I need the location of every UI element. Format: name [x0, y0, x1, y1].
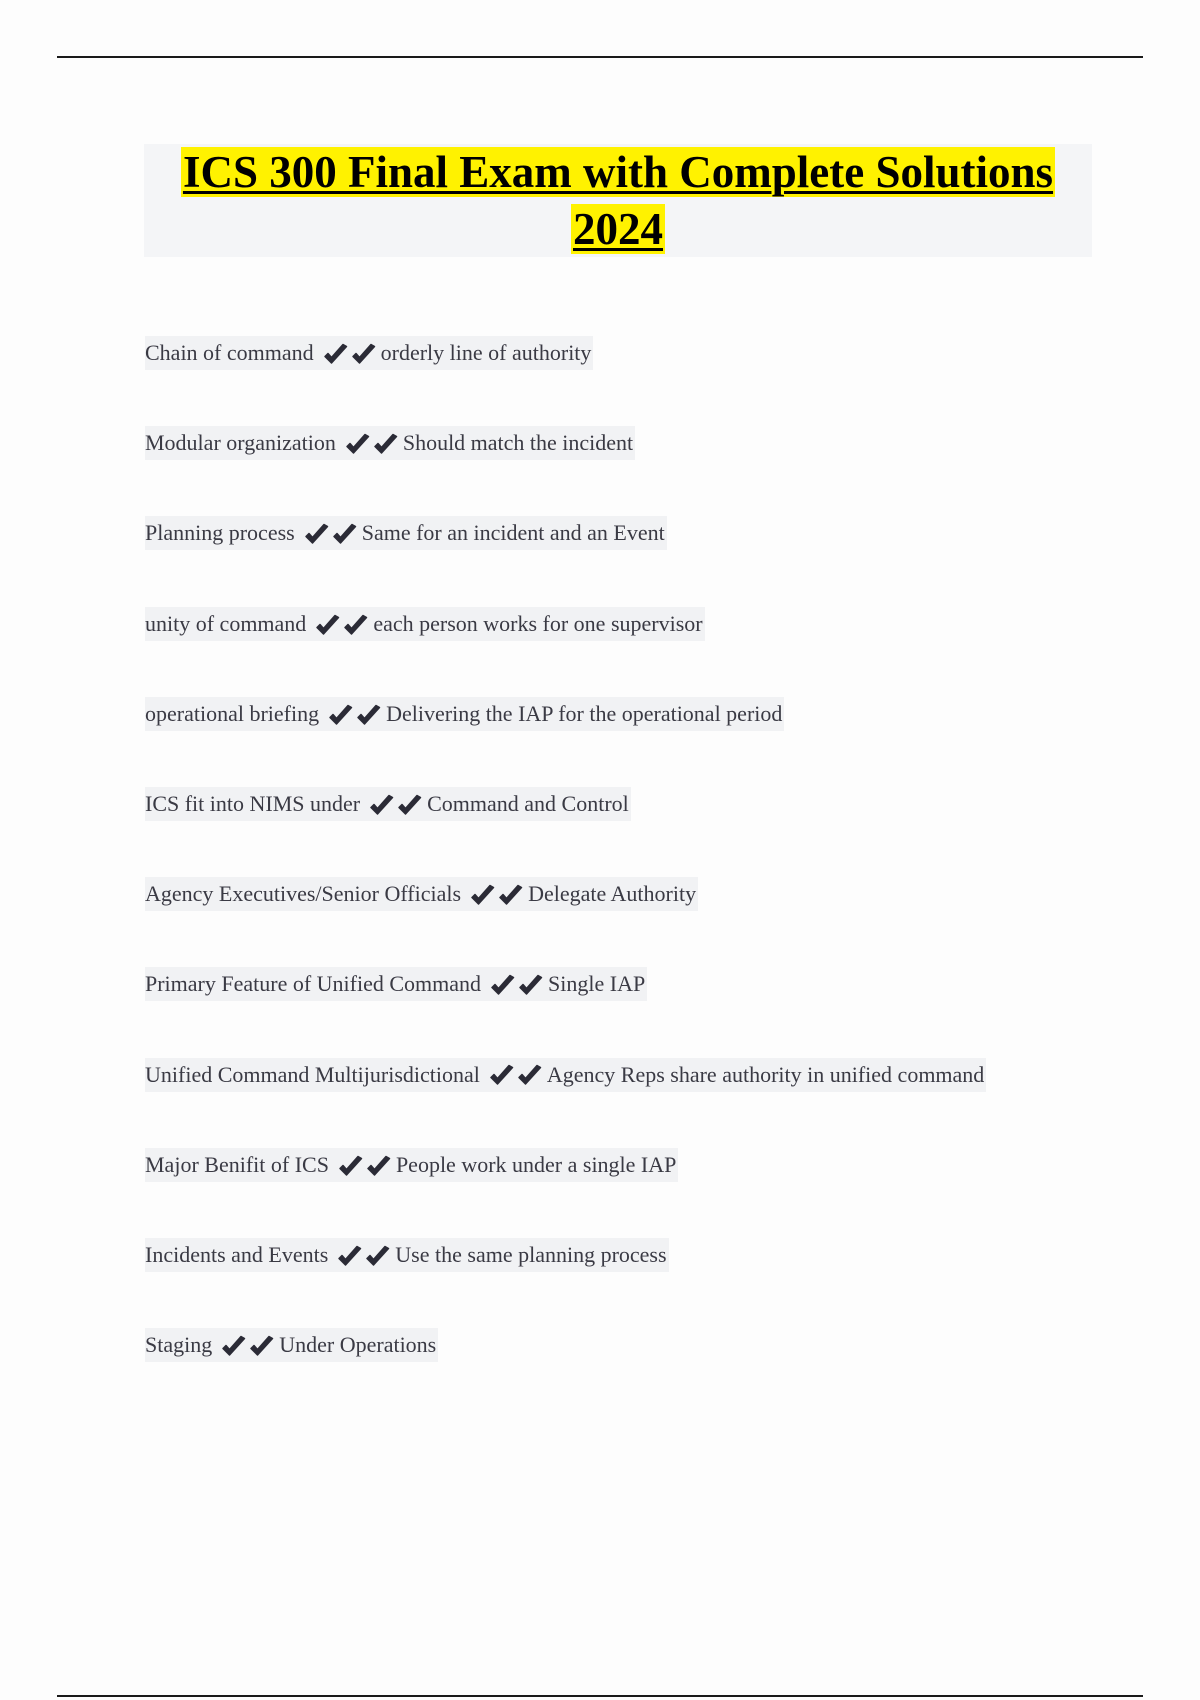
check-icon — [327, 703, 355, 729]
double-check-icon — [314, 613, 370, 639]
qa-answer: Same for an incident and an Event — [361, 520, 665, 546]
qa-answer: Use the same planning process — [395, 1241, 667, 1267]
qa-item — [145, 1238, 986, 1328]
qa-item — [145, 336, 986, 426]
check-icon — [336, 1244, 364, 1270]
check-icon — [489, 973, 517, 999]
qa-item — [145, 426, 986, 516]
title-line-1-wrap — [144, 144, 1092, 201]
qa-row — [145, 1058, 986, 1092]
qa-term: Planning process — [145, 520, 295, 546]
check-icon — [248, 1334, 276, 1360]
double-check-icon — [368, 793, 424, 819]
check-icon — [469, 883, 497, 909]
qa-term: Chain of command — [145, 340, 314, 365]
qa-term: Primary Feature of Unified Command — [145, 971, 482, 997]
check-icon — [355, 703, 383, 729]
check-icon — [303, 522, 331, 548]
qa-item — [145, 697, 986, 787]
qa-row — [145, 1148, 678, 1182]
qa-row — [145, 426, 635, 460]
qa-answer: Under Operations — [279, 1332, 437, 1358]
qa-answer: Should match the incident — [402, 430, 634, 456]
qa-item — [145, 877, 986, 967]
qa-item — [145, 1148, 986, 1238]
qa-row — [145, 697, 784, 731]
qa-answer: orderly line of authority — [380, 340, 592, 365]
qa-item — [145, 787, 986, 877]
check-icon — [364, 1244, 392, 1270]
qa-term: Modular organization — [145, 430, 336, 456]
qa-term: Agency Executives/Senior Officials — [145, 881, 462, 907]
qa-row — [145, 1238, 669, 1272]
bottom-rule — [57, 1695, 1143, 1697]
qa-answer: Command and Control — [427, 790, 629, 816]
check-icon — [516, 1063, 544, 1089]
double-check-icon — [337, 1154, 393, 1180]
qa-term: Major Benifit of ICS — [145, 1151, 329, 1177]
check-icon — [331, 522, 359, 548]
qa-answer: Delivering the IAP for the operational period — [386, 700, 783, 726]
check-icon — [517, 973, 545, 999]
check-icon — [350, 342, 378, 368]
qa-row — [145, 336, 593, 370]
qa-row — [145, 1328, 438, 1362]
qa-row — [145, 607, 705, 641]
qa-item — [145, 516, 986, 606]
double-check-icon — [336, 1244, 392, 1270]
double-check-icon — [489, 973, 545, 999]
check-icon — [337, 1154, 365, 1180]
qa-row — [145, 787, 631, 821]
qa-term: Staging — [145, 1332, 213, 1358]
qa-answer: Single IAP — [548, 971, 646, 997]
check-icon — [314, 613, 342, 639]
check-icon — [372, 432, 400, 458]
qa-answer: each person works for one supervisor — [373, 610, 703, 636]
double-check-icon — [327, 703, 383, 729]
qa-item — [145, 607, 986, 697]
qa-item — [145, 1058, 986, 1148]
qa-answer: Agency Reps share authority in unified command — [546, 1061, 985, 1087]
qa-row — [145, 877, 698, 911]
check-icon — [342, 613, 370, 639]
qa-term: operational briefing — [145, 700, 320, 726]
title-line-2-wrap — [144, 201, 1092, 258]
title-line-2: 2024 — [573, 204, 663, 254]
qa-term: ICS fit into NIMS under — [145, 790, 361, 816]
qa-answer: People work under a single IAP — [395, 1151, 677, 1177]
check-icon — [368, 793, 396, 819]
check-icon — [344, 432, 372, 458]
double-check-icon — [344, 432, 400, 458]
check-icon — [365, 1154, 393, 1180]
qa-row — [145, 516, 667, 550]
qa-answer: Delegate Authority — [528, 881, 697, 907]
double-check-icon — [303, 522, 359, 548]
qa-item — [145, 967, 986, 1057]
double-check-icon — [220, 1334, 276, 1360]
qa-list — [145, 336, 986, 1418]
qa-item — [145, 1328, 986, 1418]
check-icon — [322, 342, 350, 368]
check-icon — [488, 1063, 516, 1089]
qa-term: Incidents and Events — [145, 1241, 329, 1267]
check-icon — [396, 793, 424, 819]
title-line-1: ICS 300 Final Exam with Complete Solutions — [182, 147, 1054, 197]
top-rule — [57, 56, 1143, 58]
double-check-icon — [488, 1063, 544, 1089]
double-check-icon — [469, 883, 525, 909]
check-icon — [497, 883, 525, 909]
qa-row — [145, 967, 647, 1001]
qa-term: Unified Command Multijurisdictional — [145, 1061, 480, 1087]
check-icon — [220, 1334, 248, 1360]
page-title — [144, 144, 1092, 257]
double-check-icon — [322, 342, 378, 368]
qa-term: unity of command — [145, 610, 307, 636]
